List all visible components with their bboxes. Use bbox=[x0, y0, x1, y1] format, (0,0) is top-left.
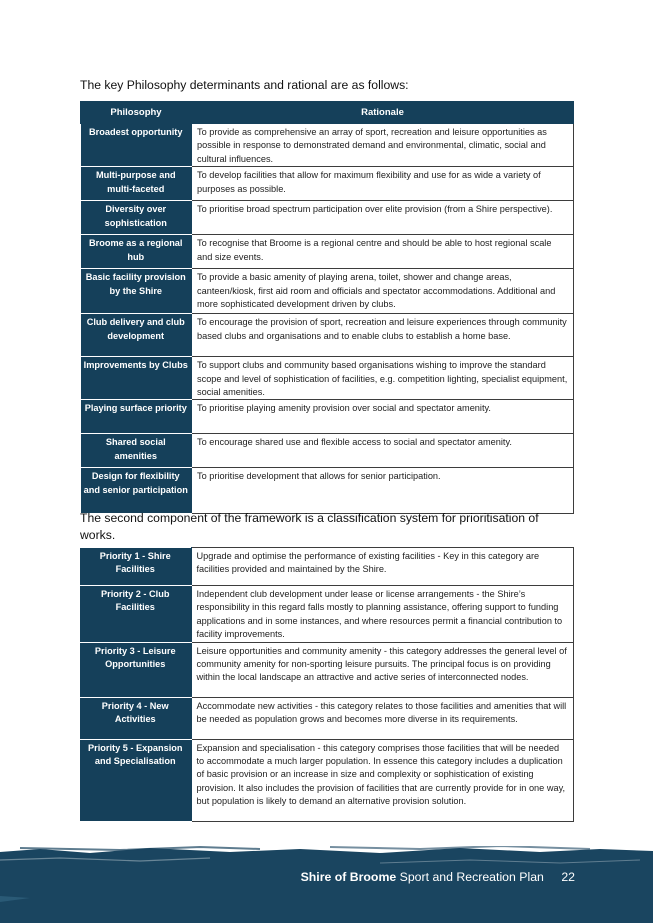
table-row bbox=[80, 739, 574, 821]
priority-table bbox=[80, 547, 574, 822]
philosophy-name: Multi-purpose and multi-faceted bbox=[81, 167, 192, 201]
table-row bbox=[81, 314, 574, 357]
philosophy-name: Club delivery and club development bbox=[81, 314, 192, 357]
section-text: The second component of the framework is a classification system for prioritisation of works. bbox=[80, 511, 539, 542]
table-row bbox=[81, 201, 574, 235]
priority-description: Accommodate new activities - this category relates to those facilities and amenities that will be needed as population grows and becomes more diverse in its requirements. bbox=[191, 697, 574, 739]
priority-description: Independent club development under lease or license arrangements - the Shire’s responsibility in this regard falls mostly to planning assistance, offering support to funding applications and in some instances, and where resources permit a financial contribution to facility improvements. bbox=[191, 586, 574, 643]
priority-name: Priority 3 - Leisure Opportunities bbox=[80, 642, 191, 697]
column-header-philosophy: Philosophy bbox=[81, 102, 192, 124]
table-row bbox=[81, 468, 574, 514]
philosophy-name: Broome as a regional hub bbox=[81, 235, 192, 269]
philosophy-rationale: To prioritise development that allows for senior participation. bbox=[192, 468, 574, 514]
philosophy-name: Improvements by Clubs bbox=[81, 357, 192, 400]
philosophy-rationale: To provide as comprehensive an array of sport, recreation and leisure opportunities as possible in response to demonstrated demand and environmental, climatic, social and cultural influences. bbox=[192, 124, 574, 167]
priority-name: Priority 5 - Expansion and Specialisation bbox=[80, 739, 191, 821]
philosophy-rationale: To develop facilities that allow for maximum flexibility and use for as wide a variety of purposes as possible. bbox=[192, 167, 574, 201]
philosophy-name: Basic facility provision by the Shire bbox=[81, 269, 192, 314]
intro-text: The key Philosophy determinants and rational are as follows: bbox=[80, 78, 409, 92]
table-header-row bbox=[81, 102, 574, 124]
footer-org-name: Shire of Broome bbox=[300, 870, 397, 884]
column-header-rationale: Rationale bbox=[192, 102, 574, 124]
table-row bbox=[81, 167, 574, 201]
priority-name: Priority 4 - New Activities bbox=[80, 697, 191, 739]
priority-name: Priority 2 - Club Facilities bbox=[80, 586, 191, 643]
table-row bbox=[81, 235, 574, 269]
philosophy-name: Playing surface priority bbox=[81, 400, 192, 434]
philosophy-name: Diversity over sophistication bbox=[81, 201, 192, 235]
philosophy-rationale: To provide a basic amenity of playing arena, toilet, shower and change areas, canteen/kiosk, first aid room and officials and spectator accommodations. Additional and more sophisticated development driven by clubs. bbox=[192, 269, 574, 314]
philosophy-rationale: To encourage shared use and flexible access to social and spectator amenity. bbox=[192, 434, 574, 468]
table-row bbox=[80, 642, 574, 697]
philosophy-name: Design for flexibility and senior participation bbox=[81, 468, 192, 514]
philosophy-rationale: To prioritise broad spectrum participation over elite provision (from a Shire perspective). bbox=[192, 201, 574, 235]
philosophy-rationale: To recognise that Broome is a regional centre and should be able to host regional scale and size events. bbox=[192, 235, 574, 269]
page-number: 22 bbox=[561, 870, 575, 884]
priority-description: Expansion and specialisation - this category comprises those facilities that will be needed to accommodate a much larger population. In essence this category includes a duplication of basic provision or an increase in size and complexity or sophistication of existing provision. It also includes the provision of facilities that are currently provide for in one way, but population is likely to demand an alternative provision solution. bbox=[191, 739, 574, 821]
philosophy-rationale: To prioritise playing amenity provision over social and spectator amenity. bbox=[192, 400, 574, 434]
priority-description: Upgrade and optimise the performance of existing facilities - Key in this category are facilities provided and maintained by the Shire. bbox=[191, 548, 574, 586]
philosophy-table bbox=[80, 101, 574, 514]
philosophy-rationale: To encourage the provision of sport, recreation and leisure experiences through community based clubs and organisations and to enable clubs to establish a home base. bbox=[192, 314, 574, 357]
brush-stroke-graphic bbox=[0, 846, 653, 923]
footer-brush-banner bbox=[0, 846, 653, 923]
table-row bbox=[80, 697, 574, 739]
table-row bbox=[81, 269, 574, 314]
philosophy-name: Shared social amenities bbox=[81, 434, 192, 468]
table-row bbox=[81, 400, 574, 434]
footer-caption bbox=[301, 870, 575, 884]
table-row bbox=[80, 586, 574, 643]
table-row bbox=[81, 434, 574, 468]
priority-name: Priority 1 - Shire Facilities bbox=[80, 548, 191, 586]
philosophy-name: Broadest opportunity bbox=[81, 124, 192, 167]
table-row bbox=[81, 124, 574, 167]
table-row bbox=[80, 548, 574, 586]
priority-description: Leisure opportunities and community amenity - this category addresses the general level of community amenity for non-sporting leisure pursuits. The principal focus is on providing within the local landscape an attractive and active series of interconnected nodes. bbox=[191, 642, 574, 697]
footer-doc-title: Sport and Recreation Plan bbox=[399, 870, 544, 884]
table-row bbox=[81, 357, 574, 400]
philosophy-rationale: To support clubs and community based organisations wishing to improve the standard scope and level of sophistication of facilities, e.g. competition lighting, specialist equipment, social amenities. bbox=[192, 357, 574, 400]
